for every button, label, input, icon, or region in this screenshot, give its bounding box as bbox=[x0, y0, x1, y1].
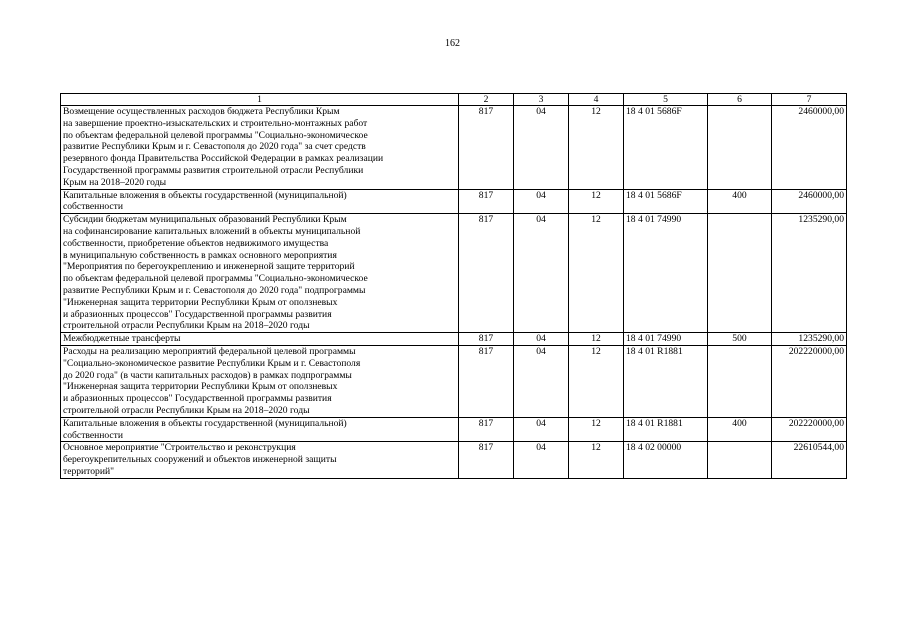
row-ministry-code: 817 bbox=[459, 333, 514, 346]
row-target-code: 18 4 01 R1881 bbox=[624, 417, 708, 442]
row-amount: 1235290,00 bbox=[772, 214, 847, 333]
row-subsection-code: 12 bbox=[569, 333, 624, 346]
header-col-5: 5 bbox=[624, 94, 708, 106]
row-expense-type: 500 bbox=[708, 333, 772, 346]
row-amount: 22610544,00 bbox=[772, 442, 847, 478]
row-description: Возмещение осуществленных расходов бюджета Республики Крым на завершение проектно-изыскательских и строительно-монтажных работ по объектам федеральной целевой программы "Социально-экономическое развитие Республики Крым и г. Севастополя до 2020 года" за счет средств резервного фонда Правительства Российской Федерации в рамках реализации Государственной программы развития строительной отрасли Республики Крым на 2018–2020 годы bbox=[61, 106, 459, 190]
header-col-1: 1 bbox=[61, 94, 459, 106]
row-target-code: 18 4 01 74990 bbox=[624, 214, 708, 333]
row-description: Субсидии бюджетам муниципальных образований Республики Крым на софинансирование капитальных вложений в объекты муниципальной собственности, приобретение объектов недвижимого имущества в муниципальную собственность в рамках основного мероприятия "Мероприятия по берегоукреплению и инженерной защите территорий по объектам федеральной целевой программы "Социально-экономическое развитие Республики Крым и г. Севастополя до 2020 года" подпрограммы "Инженерная защита территории Республики Крым от оползневых и абразионных процессов" Государственной программы развития строительной отрасли Республики Крым на 2018–2020 годы bbox=[61, 214, 459, 333]
table-row bbox=[61, 333, 847, 346]
row-ministry-code: 817 bbox=[459, 417, 514, 442]
row-target-code: 18 4 01 R1881 bbox=[624, 345, 708, 417]
row-target-code: 18 4 01 74990 bbox=[624, 333, 708, 346]
row-section-code: 04 bbox=[514, 189, 569, 214]
row-ministry-code: 817 bbox=[459, 345, 514, 417]
row-expense-type bbox=[708, 214, 772, 333]
row-target-code: 18 4 01 5686F bbox=[624, 189, 708, 214]
row-description: Расходы на реализацию мероприятий федеральной целевой программы "Социально-экономическое развитие Республики Крым и г. Севастополя до 2020 года" (в части капитальных расходов) в рамках подпрограммы "Инженерная защита территории Республики Крым от оползневых и абразионных процессов" Государственной программы развития строительной отрасли Республики Крым на 2018–2020 годы bbox=[61, 345, 459, 417]
header-col-6: 6 bbox=[708, 94, 772, 106]
table-row bbox=[61, 417, 847, 442]
row-expense-type bbox=[708, 442, 772, 478]
table-row bbox=[61, 442, 847, 478]
table-row bbox=[61, 189, 847, 214]
row-section-code: 04 bbox=[514, 417, 569, 442]
row-expense-type bbox=[708, 345, 772, 417]
row-description: Основное мероприятие "Строительство и реконструкция берегоукрепительных сооружений и объектов инженерной защиты территорий" bbox=[61, 442, 459, 478]
row-target-code: 18 4 02 00000 bbox=[624, 442, 708, 478]
row-ministry-code: 817 bbox=[459, 442, 514, 478]
row-ministry-code: 817 bbox=[459, 106, 514, 190]
header-row bbox=[61, 94, 847, 106]
table-row bbox=[61, 106, 847, 190]
row-description: Межбюджетные трансферты bbox=[61, 333, 459, 346]
row-section-code: 04 bbox=[514, 333, 569, 346]
header-col-3: 3 bbox=[514, 94, 569, 106]
row-description: Капитальные вложения в объекты государственной (муниципальной) собственности bbox=[61, 189, 459, 214]
header-col-4: 4 bbox=[569, 94, 624, 106]
row-target-code: 18 4 01 5686F bbox=[624, 106, 708, 190]
row-amount: 202220000,00 bbox=[772, 345, 847, 417]
row-amount: 202220000,00 bbox=[772, 417, 847, 442]
row-section-code: 04 bbox=[514, 345, 569, 417]
row-ministry-code: 817 bbox=[459, 189, 514, 214]
row-amount: 1235290,00 bbox=[772, 333, 847, 346]
row-section-code: 04 bbox=[514, 442, 569, 478]
table-row bbox=[61, 345, 847, 417]
row-amount: 2460000,00 bbox=[772, 189, 847, 214]
row-section-code: 04 bbox=[514, 106, 569, 190]
row-section-code: 04 bbox=[514, 214, 569, 333]
header-col-2: 2 bbox=[459, 94, 514, 106]
row-description: Капитальные вложения в объекты государственной (муниципальной) собственности bbox=[61, 417, 459, 442]
budget-table bbox=[60, 93, 847, 479]
row-ministry-code: 817 bbox=[459, 214, 514, 333]
row-subsection-code: 12 bbox=[569, 106, 624, 190]
row-expense-type bbox=[708, 106, 772, 190]
row-expense-type: 400 bbox=[708, 417, 772, 442]
row-subsection-code: 12 bbox=[569, 214, 624, 333]
row-subsection-code: 12 bbox=[569, 345, 624, 417]
row-subsection-code: 12 bbox=[569, 189, 624, 214]
row-expense-type: 400 bbox=[708, 189, 772, 214]
table-row bbox=[61, 214, 847, 333]
page-number: 162 bbox=[445, 38, 460, 49]
row-amount: 2460000,00 bbox=[772, 106, 847, 190]
header-col-7: 7 bbox=[772, 94, 847, 106]
row-subsection-code: 12 bbox=[569, 417, 624, 442]
row-subsection-code: 12 bbox=[569, 442, 624, 478]
